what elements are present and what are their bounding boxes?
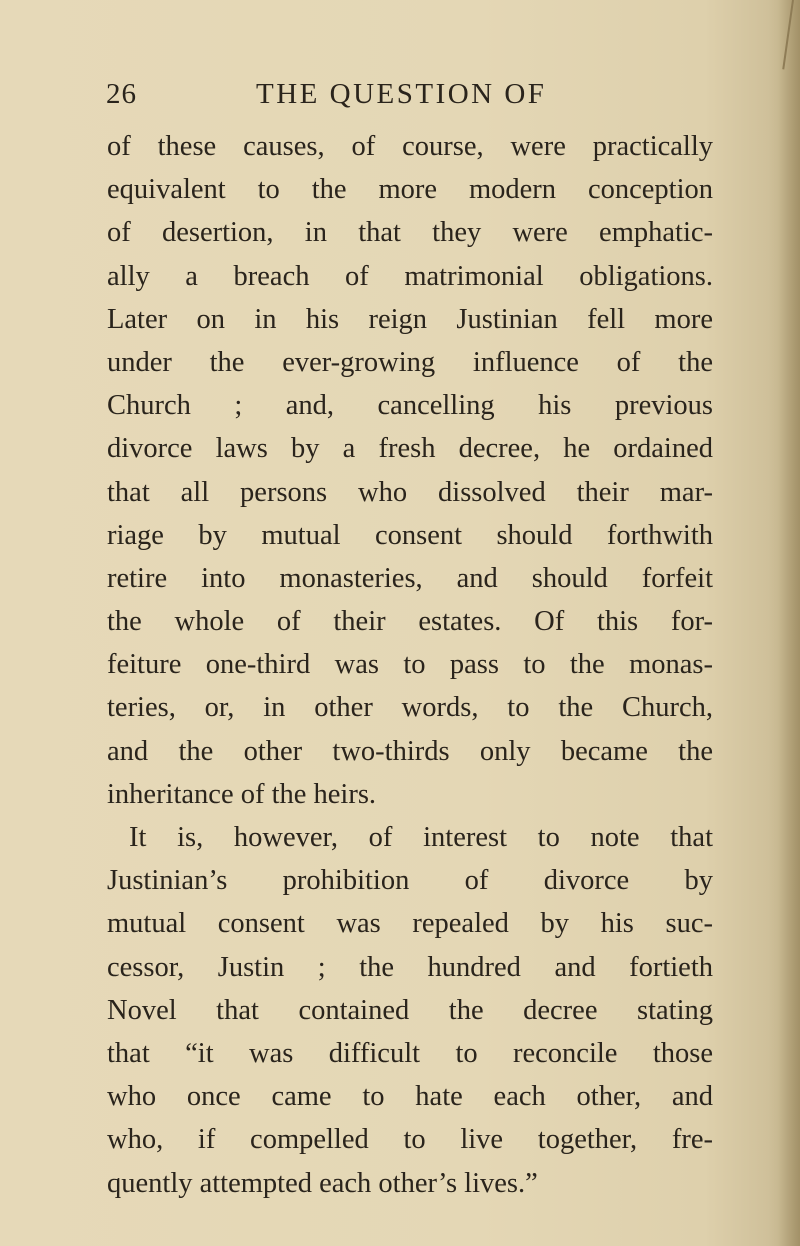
text-line: Church ; and, cancelling his previous bbox=[107, 390, 713, 422]
text-line: of these causes, of course, were practically bbox=[107, 131, 713, 162]
text-line: mutual consent was repealed by his suc- bbox=[107, 908, 713, 940]
text-line: Justinian’s prohibition of divorce by bbox=[107, 865, 713, 897]
text-line: Novel that contained the decree stating bbox=[107, 994, 713, 1026]
text-line: cessor, Justin ; the hundred and fortieth bbox=[107, 951, 713, 983]
text-line: teries, or, in other words, to the Church, bbox=[107, 692, 713, 724]
text-line: who, if compelled to live together, fre- bbox=[107, 1124, 713, 1156]
paragraph-end-line: inheritance of the heirs. bbox=[107, 778, 377, 810]
page-header bbox=[106, 78, 726, 122]
page-edge-shadow bbox=[778, 0, 800, 1246]
text-line: who once came to hate each other, and bbox=[107, 1081, 713, 1113]
paragraph-start-line: It is, however, of interest to note that bbox=[129, 822, 713, 853]
text-line: that “it was difficult to reconcile those bbox=[107, 1037, 713, 1069]
text-line: equivalent to the more modern conception bbox=[107, 174, 713, 206]
paragraph-end-line: quently attempted each other’s lives.” bbox=[107, 1167, 538, 1199]
text-line: the whole of their estates. Of this for- bbox=[107, 606, 713, 638]
text-line: and the other two-thirds only became the bbox=[107, 735, 713, 767]
text-line: under the ever-growing influence of the bbox=[107, 346, 713, 378]
text-line: Later on in his reign Justinian fell more bbox=[107, 303, 713, 335]
running-head: THE QUESTION OF bbox=[256, 78, 547, 110]
text-line: of desertion, in that they were emphatic- bbox=[107, 217, 713, 249]
text-line: that all persons who dissolved their mar- bbox=[107, 476, 713, 508]
body-text bbox=[107, 125, 713, 1205]
text-line: divorce laws by a fresh decree, he ordained bbox=[107, 433, 713, 465]
text-line: feiture one-third was to pass to the monas- bbox=[107, 649, 713, 681]
text-line: riage by mutual consent should forthwith bbox=[107, 519, 713, 551]
page-number: 26 bbox=[106, 78, 137, 110]
text-line: ally a breach of matrimonial obligations. bbox=[107, 260, 713, 292]
text-line: retire into monasteries, and should forfeit bbox=[107, 562, 713, 594]
